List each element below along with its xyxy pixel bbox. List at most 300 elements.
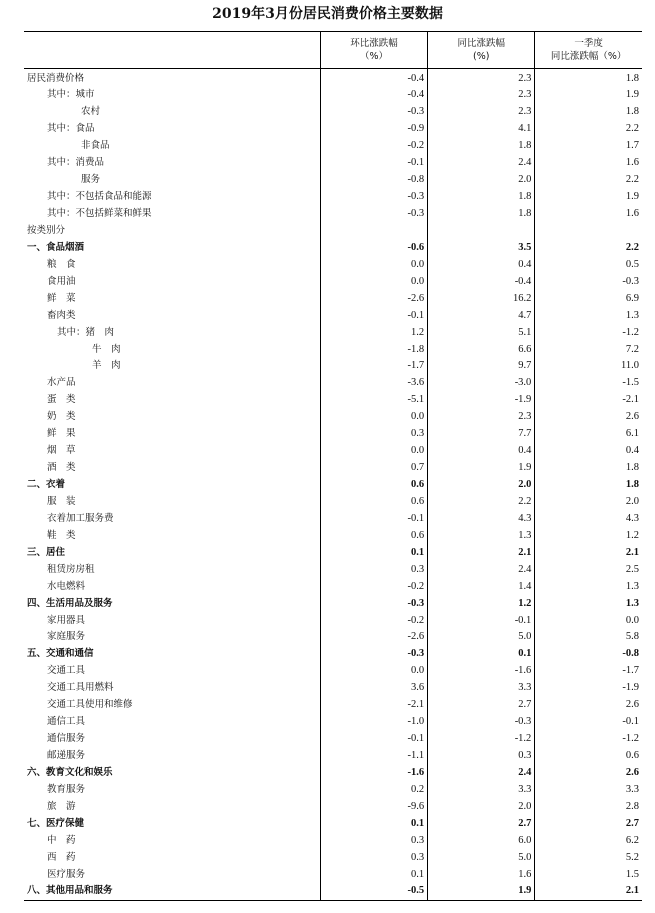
table-row xyxy=(24,527,642,544)
value-q1: 1.9 xyxy=(535,87,642,104)
value-yoy: 2.7 xyxy=(428,697,535,714)
value-yoy: 1.8 xyxy=(428,206,535,223)
value-q1: 0.5 xyxy=(535,256,642,273)
row-label-cell xyxy=(24,223,320,240)
row-label-cell xyxy=(24,358,320,375)
header-item xyxy=(24,32,320,69)
value-yoy: 1.6 xyxy=(428,866,535,883)
row-label-cell xyxy=(24,426,320,443)
row-label-cell xyxy=(24,510,320,527)
table-row xyxy=(24,341,642,358)
value-q1: 1.2 xyxy=(535,527,642,544)
row-label: 烟 草 xyxy=(47,445,76,457)
value-yoy: 2.3 xyxy=(428,87,535,104)
value-mom: 0.7 xyxy=(320,460,427,477)
row-label: 蛋 类 xyxy=(47,394,76,406)
value-q1: -1.9 xyxy=(535,680,642,697)
value-mom: 0.0 xyxy=(320,409,427,426)
value-q1: 2.2 xyxy=(535,239,642,256)
table-row xyxy=(24,663,642,680)
row-label: 畜肉类 xyxy=(47,309,76,321)
header-mom-line2: （%） xyxy=(360,51,389,62)
value-q1: -0.3 xyxy=(535,273,642,290)
row-label: 五、交通和通信 xyxy=(27,648,94,660)
table-row xyxy=(24,155,642,172)
row-label: 牛 肉 xyxy=(92,343,121,355)
row-label-cell xyxy=(24,765,320,782)
row-label: 其中：不包括鲜菜和鲜果 xyxy=(47,208,152,220)
row-label: 粮 食 xyxy=(47,258,76,270)
value-q1: 5.2 xyxy=(535,849,642,866)
value-mom: 0.6 xyxy=(320,477,427,494)
table-row xyxy=(24,375,642,392)
value-q1: 1.8 xyxy=(535,104,642,121)
row-label: 一、食品烟酒 xyxy=(27,241,85,253)
value-q1: 1.8 xyxy=(535,69,642,88)
table-row xyxy=(24,189,642,206)
row-label: 家庭服务 xyxy=(47,631,86,643)
value-q1: -1.5 xyxy=(535,375,642,392)
value-yoy: 2.0 xyxy=(428,477,535,494)
value-yoy: 2.0 xyxy=(428,172,535,189)
table-row xyxy=(24,578,642,595)
row-label: 居民消费价格 xyxy=(27,73,85,84)
table-row xyxy=(24,849,642,866)
value-mom: -0.5 xyxy=(320,883,427,900)
value-q1: 2.1 xyxy=(535,544,642,561)
value-q1: 11.0 xyxy=(535,358,642,375)
row-label: 其中：消费品 xyxy=(47,157,105,169)
row-label: 鲜 果 xyxy=(47,428,76,440)
table-row xyxy=(24,409,642,426)
row-label-cell xyxy=(24,273,320,290)
row-label: 三、居住 xyxy=(27,546,66,558)
value-mom: 0.1 xyxy=(320,815,427,832)
row-label: 奶 类 xyxy=(47,411,76,423)
value-q1: 2.1 xyxy=(535,883,642,900)
row-label-cell xyxy=(24,697,320,714)
row-label: 家用器具 xyxy=(47,614,86,626)
value-yoy: 2.7 xyxy=(428,815,535,832)
value-mom: -0.4 xyxy=(320,87,427,104)
row-label: 中 药 xyxy=(47,834,76,846)
row-label: 通信服务 xyxy=(47,733,86,745)
table-row xyxy=(24,765,642,782)
table-row xyxy=(24,256,642,273)
table-row xyxy=(24,426,642,443)
value-q1: 2.6 xyxy=(535,697,642,714)
row-label-cell xyxy=(24,680,320,697)
value-q1: 2.5 xyxy=(535,561,642,578)
header-mom xyxy=(320,32,427,69)
value-mom: -1.6 xyxy=(320,765,427,782)
value-q1: -2.1 xyxy=(535,392,642,409)
value-q1: 0.0 xyxy=(535,612,642,629)
table-row xyxy=(24,544,642,561)
value-mom: 0.0 xyxy=(320,663,427,680)
row-label-cell xyxy=(24,595,320,612)
value-q1: 4.3 xyxy=(535,510,642,527)
value-mom: -1.7 xyxy=(320,358,427,375)
value-yoy: 3.5 xyxy=(428,239,535,256)
value-q1: 1.3 xyxy=(535,307,642,324)
table-row xyxy=(24,494,642,511)
row-label-cell xyxy=(24,544,320,561)
header-yoy xyxy=(428,32,535,69)
value-yoy: 9.7 xyxy=(428,358,535,375)
value-q1: 1.3 xyxy=(535,578,642,595)
value-mom: 0.3 xyxy=(320,832,427,849)
row-label: 交通工具用燃料 xyxy=(47,682,114,694)
row-label: 衣着加工服务费 xyxy=(47,512,114,524)
row-label-cell xyxy=(24,341,320,358)
row-label-cell xyxy=(24,443,320,460)
table-row xyxy=(24,612,642,629)
value-mom: 0.6 xyxy=(320,494,427,511)
value-yoy: 1.9 xyxy=(428,460,535,477)
value-mom: -0.3 xyxy=(320,104,427,121)
value-mom: -0.3 xyxy=(320,595,427,612)
value-mom: 0.1 xyxy=(320,544,427,561)
page-title: 2019年3月份居民消费价格主要数据 xyxy=(212,6,443,22)
row-label-cell xyxy=(24,578,320,595)
value-q1: 2.0 xyxy=(535,494,642,511)
table-row xyxy=(24,121,642,138)
table-row xyxy=(24,731,642,748)
row-label: 八、其他用品和服务 xyxy=(27,885,113,897)
row-label: 服 装 xyxy=(47,495,76,507)
value-q1: -0.1 xyxy=(535,714,642,731)
row-label-cell xyxy=(24,798,320,815)
row-label: 非食品 xyxy=(81,140,110,152)
value-yoy: 0.4 xyxy=(428,443,535,460)
table-row xyxy=(24,392,642,409)
row-label-cell xyxy=(24,392,320,409)
value-mom: -2.6 xyxy=(320,629,427,646)
row-label-cell xyxy=(24,714,320,731)
value-mom: -0.2 xyxy=(320,612,427,629)
table-row xyxy=(24,477,642,494)
value-yoy: -1.6 xyxy=(428,663,535,680)
value-q1: 2.2 xyxy=(535,172,642,189)
row-label-cell xyxy=(24,121,320,138)
value-q1: 6.9 xyxy=(535,290,642,307)
value-q1: 2.6 xyxy=(535,409,642,426)
value-q1: 1.8 xyxy=(535,477,642,494)
row-label-cell xyxy=(24,104,320,121)
row-label-cell xyxy=(24,172,320,189)
value-mom: -1.8 xyxy=(320,341,427,358)
table-row xyxy=(24,883,642,900)
value-q1: 1.5 xyxy=(535,866,642,883)
table-row xyxy=(24,273,642,290)
table-row xyxy=(24,832,642,849)
table-row xyxy=(24,561,642,578)
value-yoy: 5.1 xyxy=(428,324,535,341)
row-label-cell xyxy=(24,612,320,629)
value-mom: -0.4 xyxy=(320,69,427,88)
row-label-cell xyxy=(24,663,320,680)
row-label-cell xyxy=(24,629,320,646)
value-yoy: 6.6 xyxy=(428,341,535,358)
value-mom: 0.1 xyxy=(320,866,427,883)
row-label: 水产品 xyxy=(47,377,76,389)
value-yoy: 2.3 xyxy=(428,104,535,121)
value-yoy: 4.7 xyxy=(428,307,535,324)
value-yoy: -1.9 xyxy=(428,392,535,409)
row-label: 其中：食品 xyxy=(47,123,95,135)
value-mom: 0.3 xyxy=(320,849,427,866)
value-q1: 2.6 xyxy=(535,765,642,782)
table-body xyxy=(24,69,642,901)
value-q1: 0.6 xyxy=(535,748,642,765)
row-label-cell xyxy=(24,561,320,578)
row-label-cell xyxy=(24,883,320,900)
value-q1: 1.6 xyxy=(535,155,642,172)
value-yoy: -3.0 xyxy=(428,375,535,392)
value-mom: -0.2 xyxy=(320,578,427,595)
value-yoy xyxy=(428,223,535,240)
value-yoy: 3.3 xyxy=(428,781,535,798)
value-yoy: 1.8 xyxy=(428,138,535,155)
value-yoy: 2.4 xyxy=(428,561,535,578)
value-mom: 0.0 xyxy=(320,443,427,460)
value-yoy: -0.1 xyxy=(428,612,535,629)
value-q1: 5.8 xyxy=(535,629,642,646)
table-row xyxy=(24,798,642,815)
header-q1-line1: 一季度 xyxy=(574,38,603,49)
row-label: 其中：不包括食品和能源 xyxy=(47,191,152,203)
value-yoy: -0.4 xyxy=(428,273,535,290)
value-mom: 0.0 xyxy=(320,273,427,290)
value-yoy: 5.0 xyxy=(428,629,535,646)
row-label-cell xyxy=(24,69,320,88)
value-mom: -0.9 xyxy=(320,121,427,138)
header-q1-line2: 同比涨跌幅（%） xyxy=(550,51,627,62)
value-q1: -0.8 xyxy=(535,646,642,663)
table-row xyxy=(24,680,642,697)
value-yoy: 0.1 xyxy=(428,646,535,663)
row-label-cell xyxy=(24,87,320,104)
row-label-cell xyxy=(24,256,320,273)
row-label: 水电燃料 xyxy=(47,580,86,592)
value-mom: -1.1 xyxy=(320,748,427,765)
value-mom: 0.0 xyxy=(320,256,427,273)
row-label: 羊 肉 xyxy=(92,360,121,372)
row-label-cell xyxy=(24,866,320,883)
value-mom: -0.3 xyxy=(320,646,427,663)
row-label: 西 药 xyxy=(47,851,76,863)
row-label-cell xyxy=(24,477,320,494)
value-mom: -3.6 xyxy=(320,375,427,392)
value-mom: 1.2 xyxy=(320,324,427,341)
table-row xyxy=(24,443,642,460)
row-label: 食用油 xyxy=(47,275,76,287)
value-mom: -5.1 xyxy=(320,392,427,409)
value-yoy: 4.3 xyxy=(428,510,535,527)
header-yoy-line2: (%) xyxy=(473,51,490,62)
table-row xyxy=(24,69,642,88)
value-mom: -1.0 xyxy=(320,714,427,731)
row-label: 交通工具 xyxy=(47,665,86,677)
value-yoy: 2.4 xyxy=(428,765,535,782)
value-yoy: 1.9 xyxy=(428,883,535,900)
table-row xyxy=(24,781,642,798)
value-yoy: 1.8 xyxy=(428,189,535,206)
value-q1: 2.2 xyxy=(535,121,642,138)
row-label-cell xyxy=(24,307,320,324)
value-yoy: 1.3 xyxy=(428,527,535,544)
row-label: 四、生活用品及服务 xyxy=(27,597,113,609)
table-row xyxy=(24,104,642,121)
row-label-cell xyxy=(24,138,320,155)
table-row xyxy=(24,324,642,341)
row-label: 交通工具使用和维修 xyxy=(47,699,133,711)
value-q1: 1.9 xyxy=(535,189,642,206)
header-q1 xyxy=(535,32,642,69)
value-mom: -0.3 xyxy=(320,189,427,206)
value-q1 xyxy=(535,223,642,240)
cpi-table xyxy=(24,31,642,901)
value-yoy: 2.3 xyxy=(428,69,535,88)
value-mom: -0.3 xyxy=(320,206,427,223)
value-yoy: 2.2 xyxy=(428,494,535,511)
row-label: 按类别分 xyxy=(27,224,66,236)
value-q1: -1.2 xyxy=(535,731,642,748)
table-row xyxy=(24,815,642,832)
value-yoy: 2.4 xyxy=(428,155,535,172)
table-row xyxy=(24,629,642,646)
row-label-cell xyxy=(24,781,320,798)
row-label-cell xyxy=(24,206,320,223)
table-row xyxy=(24,223,642,240)
value-mom: -0.1 xyxy=(320,510,427,527)
row-label-cell xyxy=(24,849,320,866)
row-label-cell xyxy=(24,460,320,477)
value-yoy: 2.1 xyxy=(428,544,535,561)
value-mom: -0.2 xyxy=(320,138,427,155)
row-label: 鞋 类 xyxy=(47,529,76,541)
row-label: 通信工具 xyxy=(47,716,86,728)
row-label-cell xyxy=(24,527,320,544)
value-q1: 0.4 xyxy=(535,443,642,460)
row-label-cell xyxy=(24,832,320,849)
value-mom: 0.2 xyxy=(320,781,427,798)
table-row xyxy=(24,239,642,256)
value-q1: 1.3 xyxy=(535,595,642,612)
row-label: 六、教育文化和娱乐 xyxy=(27,766,113,778)
row-label-cell xyxy=(24,731,320,748)
value-yoy: -0.3 xyxy=(428,714,535,731)
value-mom: 0.3 xyxy=(320,426,427,443)
table-row xyxy=(24,307,642,324)
value-mom: -0.1 xyxy=(320,731,427,748)
value-yoy: 4.1 xyxy=(428,121,535,138)
row-label-cell xyxy=(24,494,320,511)
value-q1: 6.2 xyxy=(535,832,642,849)
value-mom: -2.6 xyxy=(320,290,427,307)
value-q1: 3.3 xyxy=(535,781,642,798)
value-yoy: 1.2 xyxy=(428,595,535,612)
row-label: 七、医疗保健 xyxy=(27,817,85,829)
value-mom: -0.6 xyxy=(320,239,427,256)
value-mom xyxy=(320,223,427,240)
table-row xyxy=(24,510,642,527)
table-row xyxy=(24,646,642,663)
value-yoy: 2.0 xyxy=(428,798,535,815)
table-row xyxy=(24,714,642,731)
table-row xyxy=(24,87,642,104)
row-label-cell xyxy=(24,375,320,392)
row-label: 其中：猪 肉 xyxy=(57,326,115,338)
value-q1: 1.6 xyxy=(535,206,642,223)
value-yoy: 3.3 xyxy=(428,680,535,697)
row-label: 教育服务 xyxy=(47,783,86,795)
table-row xyxy=(24,866,642,883)
row-label-cell xyxy=(24,748,320,765)
value-q1: 1.7 xyxy=(535,138,642,155)
row-label: 鲜 菜 xyxy=(47,292,76,304)
row-label: 酒 类 xyxy=(47,462,76,474)
table-row xyxy=(24,138,642,155)
row-label-cell xyxy=(24,155,320,172)
row-label: 租赁房房租 xyxy=(47,563,95,575)
value-q1: 1.8 xyxy=(535,460,642,477)
table-row xyxy=(24,748,642,765)
row-label: 二、衣着 xyxy=(27,479,66,491)
value-mom: -2.1 xyxy=(320,697,427,714)
value-mom: 0.3 xyxy=(320,561,427,578)
table-row xyxy=(24,697,642,714)
row-label: 其中：城市 xyxy=(47,89,95,101)
header-yoy-line1: 同比涨跌幅 xyxy=(457,38,505,49)
value-mom: -0.1 xyxy=(320,155,427,172)
value-yoy: 1.4 xyxy=(428,578,535,595)
row-label-cell xyxy=(24,409,320,426)
row-label-cell xyxy=(24,189,320,206)
row-label: 旅 游 xyxy=(47,800,76,812)
row-label: 农村 xyxy=(81,106,101,118)
table-header-row xyxy=(24,32,642,69)
table-row xyxy=(24,290,642,307)
value-q1: -1.2 xyxy=(535,324,642,341)
value-q1: -1.7 xyxy=(535,663,642,680)
value-yoy: 7.7 xyxy=(428,426,535,443)
table-row xyxy=(24,460,642,477)
row-label: 服务 xyxy=(81,174,101,186)
table-row xyxy=(24,206,642,223)
value-mom: 3.6 xyxy=(320,680,427,697)
value-q1: 7.2 xyxy=(535,341,642,358)
table-row xyxy=(24,358,642,375)
value-yoy: 6.0 xyxy=(428,832,535,849)
row-label-cell xyxy=(24,646,320,663)
table-row xyxy=(24,595,642,612)
header-mom-line1: 环比涨跌幅 xyxy=(350,38,398,49)
row-label-cell xyxy=(24,290,320,307)
value-yoy: 0.3 xyxy=(428,748,535,765)
value-yoy: 0.4 xyxy=(428,256,535,273)
value-q1: 6.1 xyxy=(535,426,642,443)
value-yoy: 2.3 xyxy=(428,409,535,426)
row-label-cell xyxy=(24,239,320,256)
value-mom: -0.1 xyxy=(320,307,427,324)
value-mom: 0.6 xyxy=(320,527,427,544)
value-yoy: 16.2 xyxy=(428,290,535,307)
row-label-cell xyxy=(24,324,320,341)
value-q1: 2.8 xyxy=(535,798,642,815)
table-row xyxy=(24,172,642,189)
